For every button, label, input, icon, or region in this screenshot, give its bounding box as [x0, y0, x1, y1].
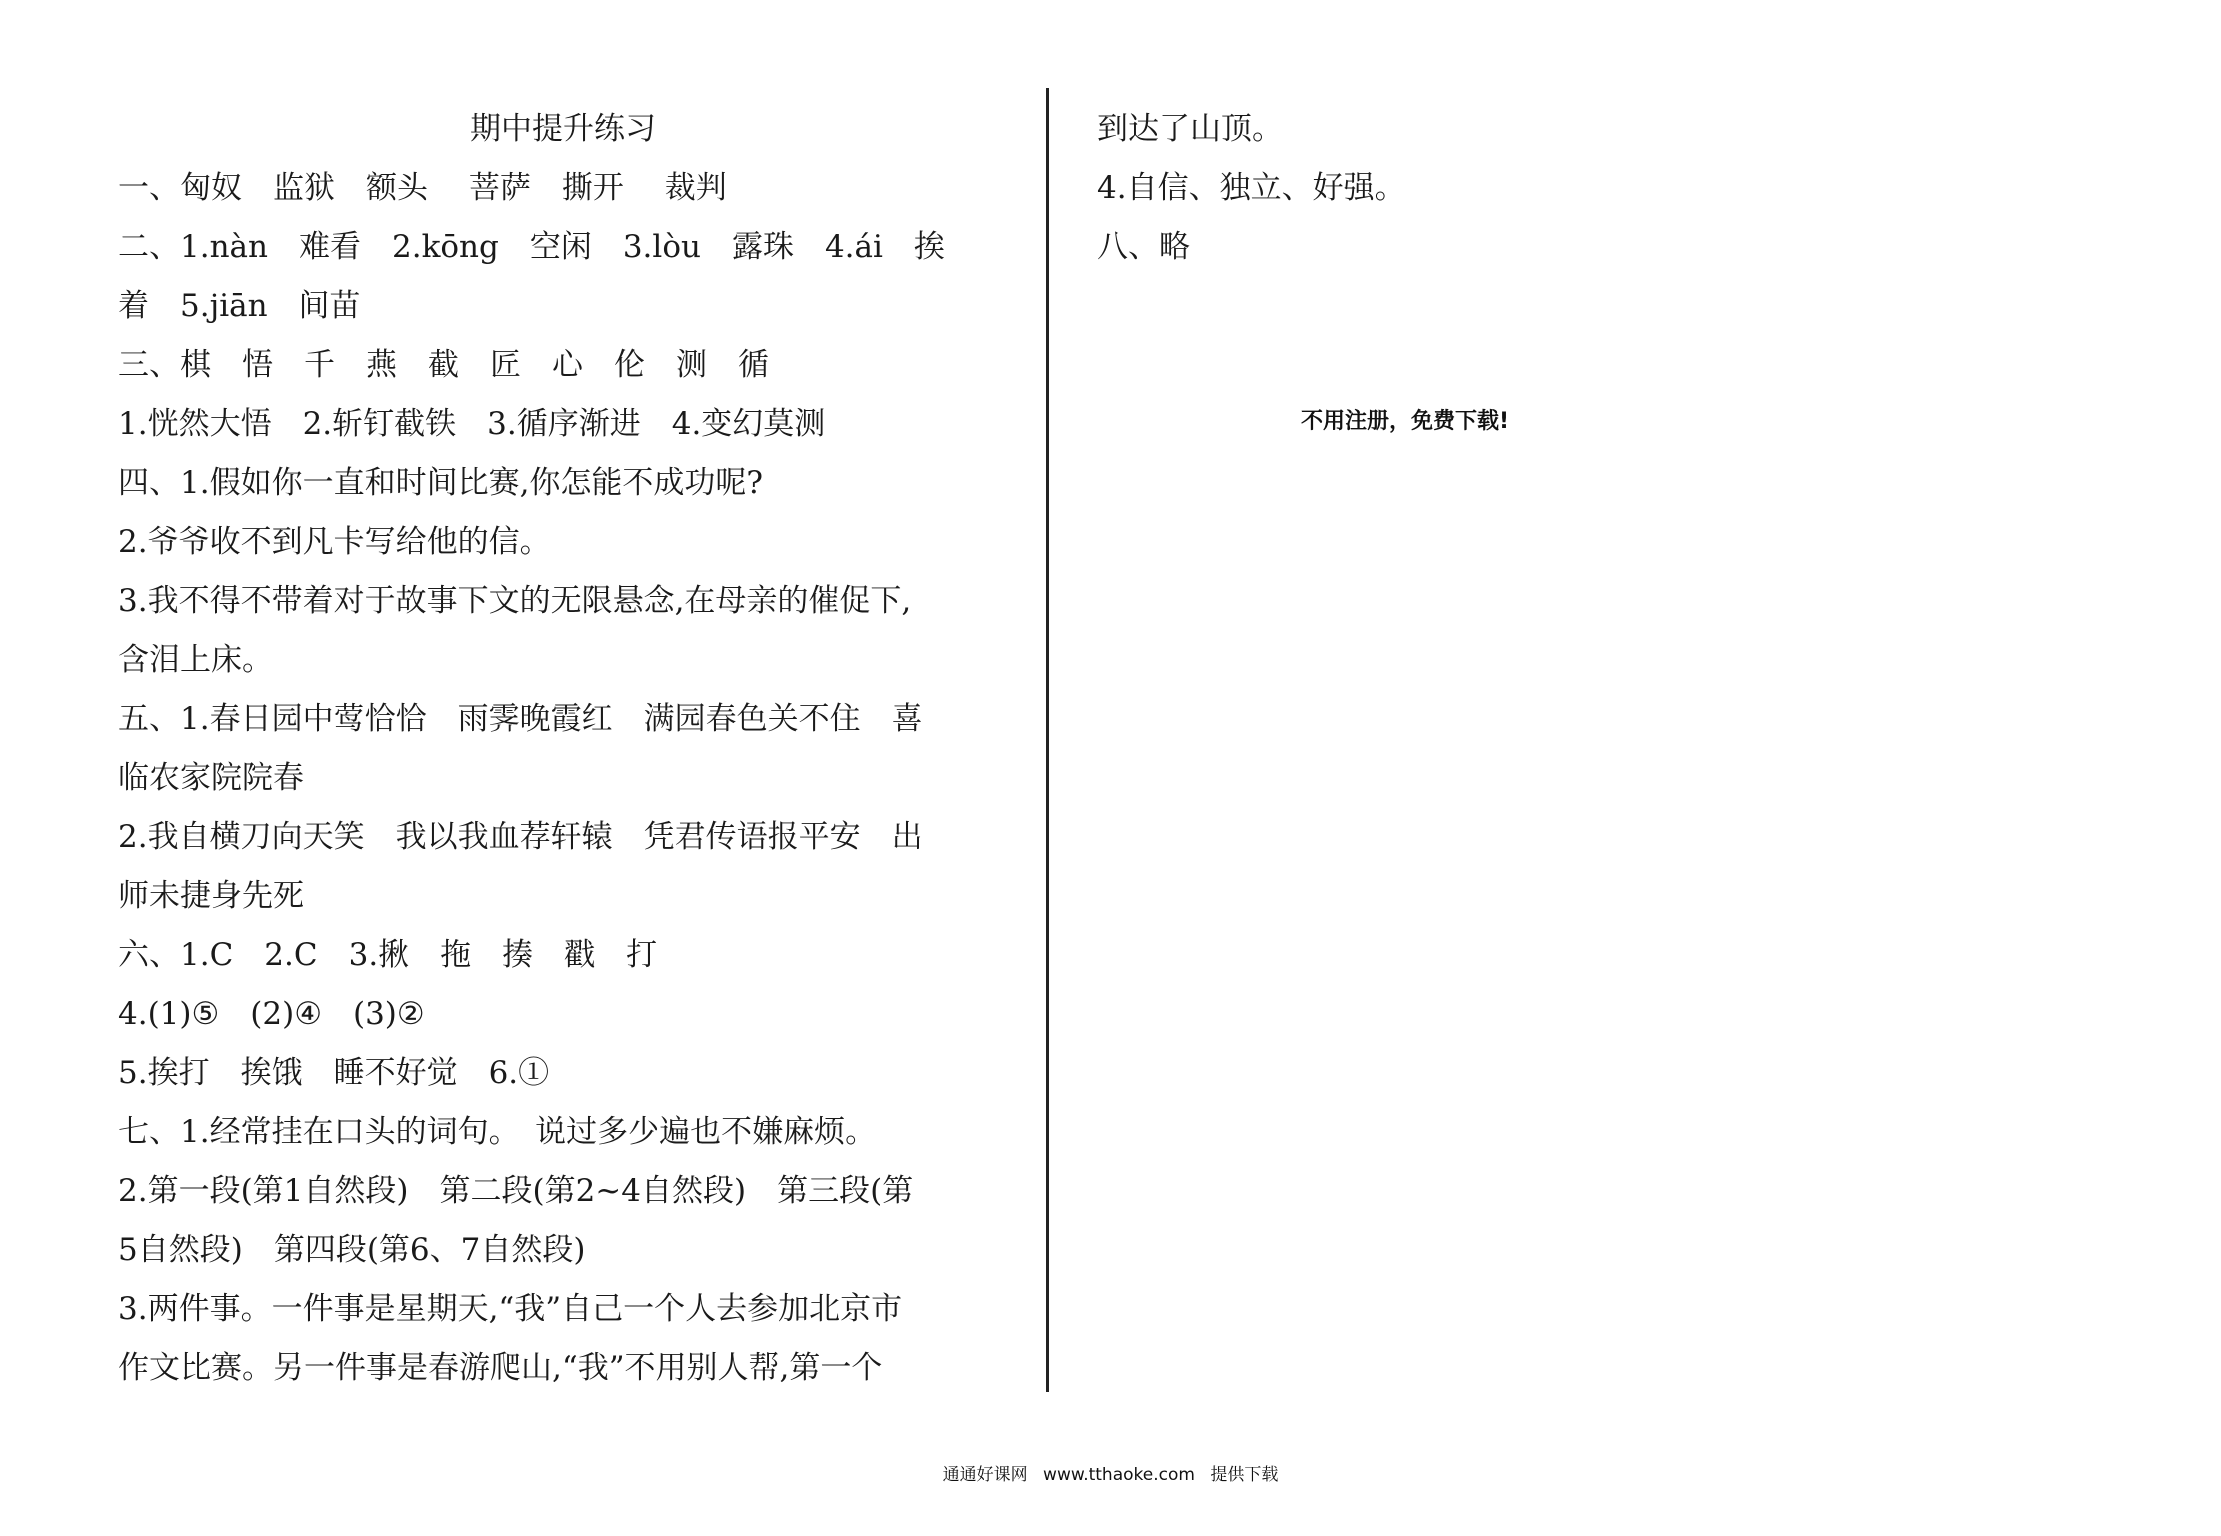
answer-line-10: 五、1.春日园中莺恰恰 雨霁晚霞红 满园春色关不住 喜 [118, 701, 923, 737]
answer-line-17: 七、1.经常挂在口头的词句。 说过多少遍也不嫌麻烦。 [118, 1114, 877, 1150]
right-line-3: 八、略 [1097, 229, 1190, 265]
answer-line-12: 2.我自横刀向天笑 我以我血荐轩辕 凭君传语报平安 出 [118, 819, 923, 855]
right-line-1: 到达了山顶。 [1097, 111, 1283, 147]
right-column [1097, 100, 1997, 277]
column-divider [1046, 88, 1049, 1392]
answer-line-6: 四、1.假如你一直和时间比赛,你怎能不成功呢? [118, 465, 764, 501]
answer-line-13: 师未捷身先死 [118, 878, 304, 914]
footer [0, 1460, 2221, 1485]
answer-line-20: 3.两件事。一件事是星期天,“我”自己一个人去参加北京市 [118, 1291, 903, 1327]
promo-text: 不用注册，免费下载! [1300, 409, 1510, 434]
page-title: 期中提升练习 [470, 111, 656, 147]
left-column [118, 100, 1008, 1398]
answer-line-5: 1.恍然大悟 2.斩钉截铁 3.循序渐进 4.变幻莫测 [118, 406, 826, 442]
footer-site-name: 通通好课网 [942, 1465, 1028, 1485]
footer-suffix: 提供下载 [1210, 1465, 1279, 1485]
answer-line-16: 5.挨打 挨饿 睡不好觉 6.① [118, 1055, 550, 1091]
answer-line-19: 5自然段) 第四段(第6、7自然段) [118, 1232, 586, 1268]
answer-line-4: 三、棋 悟 千 燕 截 匠 心 伦 测 循 [118, 347, 769, 383]
answer-line-15: 4.(1)⑤ (2)④ (3)② [118, 996, 425, 1032]
footer-url[interactable]: www.tthaoke.com [1043, 1465, 1195, 1485]
answer-line-14: 六、1.C 2.C 3.揪 拖 揍 戳 打 [118, 937, 658, 973]
answer-line-11: 临农家院院春 [118, 760, 304, 796]
answer-line-2: 二、1.nàn 难看 2.kōng 空闲 3.lòu 露珠 4.ái 挨 [118, 229, 945, 265]
answer-line-8: 3.我不得不带着对于故事下文的无限悬念,在母亲的催促下, [118, 583, 912, 619]
right-line-2: 4.自信、独立、好强。 [1097, 170, 1406, 206]
answer-line-9: 含泪上床。 [118, 642, 273, 678]
answer-line-7: 2.爷爷收不到凡卡写给他的信。 [118, 524, 551, 560]
answer-line-3: 着 5.jiān 间苗 [118, 288, 361, 324]
answer-line-18: 2.第一段(第1自然段) 第二段(第2~4自然段) 第三段(第 [118, 1173, 914, 1209]
answer-line-21: 作文比赛。另一件事是春游爬山,“我”不用别人帮,第一个 [118, 1350, 883, 1386]
answer-line-1: 一、匈奴 监狱 额头 菩萨 撕开 裁判 [118, 170, 727, 206]
